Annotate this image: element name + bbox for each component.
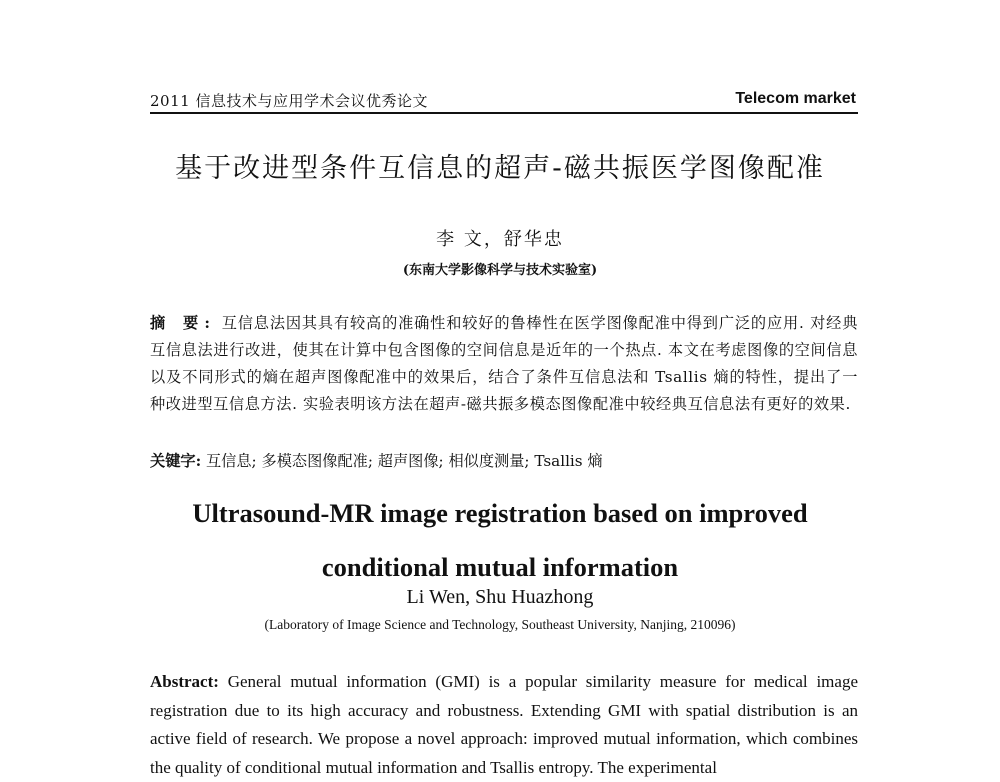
chinese-keywords-text: 互信息; 多模态图像配准; 超声图像; 相似度测量; Tsallis 熵	[201, 452, 603, 470]
chinese-affiliation: (东南大学影像科学与技术实验室)	[402, 263, 598, 278]
running-header	[150, 88, 858, 114]
chinese-keywords-label: 关键字:	[150, 452, 202, 470]
english-title	[0, 486, 1000, 594]
chinese-keywords	[150, 448, 858, 475]
chinese-title: 基于改进型条件互信息的超声-磁共振医学图像配准	[175, 153, 825, 184]
chinese-authors: 李 文，舒华忠	[436, 229, 564, 250]
english-abstract-text: General mutual information (GMI) is a popular similarity measure for medical image registration due to its high accuracy and robustness. Extending GMI with spatial distribution is an active field of research. We propose a novel approach: improved mutual information, which combines the quality of conditional mutual information and Tsallis entropy. The experimental	[150, 672, 858, 777]
chinese-abstract	[150, 310, 858, 418]
chinese-abstract-text: 互信息法因其具有较高的准确性和较好的鲁棒性在医学图像配准中得到广泛的应用. 对经典互信息法进行改进，使其在计算中包含图像的空间信息是近年的一个热点. 本文在考虑图像的空间信息以及不同形式的熵在超声图像配准中的效果后，结合了条件互信息法和 Tsallis 熵的特性，提出了一种改进型互信息方法. 实验表明该方法在超声-磁共振多模态图像配准中较经典互信息法有更好的效果.	[150, 314, 858, 413]
english-affiliation: (Laboratory of Image Science and Technology, Southeast University, Nanjing, 210096)	[264, 617, 736, 632]
english-title-line-1: Ultrasound-MR image registration based on improved	[192, 498, 808, 528]
english-authors: Li Wen, Shu Huazhong	[406, 586, 594, 608]
english-title-line-2: conditional mutual information	[321, 552, 679, 582]
conference-name: 2011 信息技术与应用学术会议优秀论文	[150, 92, 428, 110]
english-abstract	[150, 668, 858, 782]
english-abstract-label: Abstract:	[150, 672, 219, 691]
chinese-abstract-label: 摘 要:	[150, 314, 217, 332]
journal-name: Telecom market	[735, 90, 856, 107]
